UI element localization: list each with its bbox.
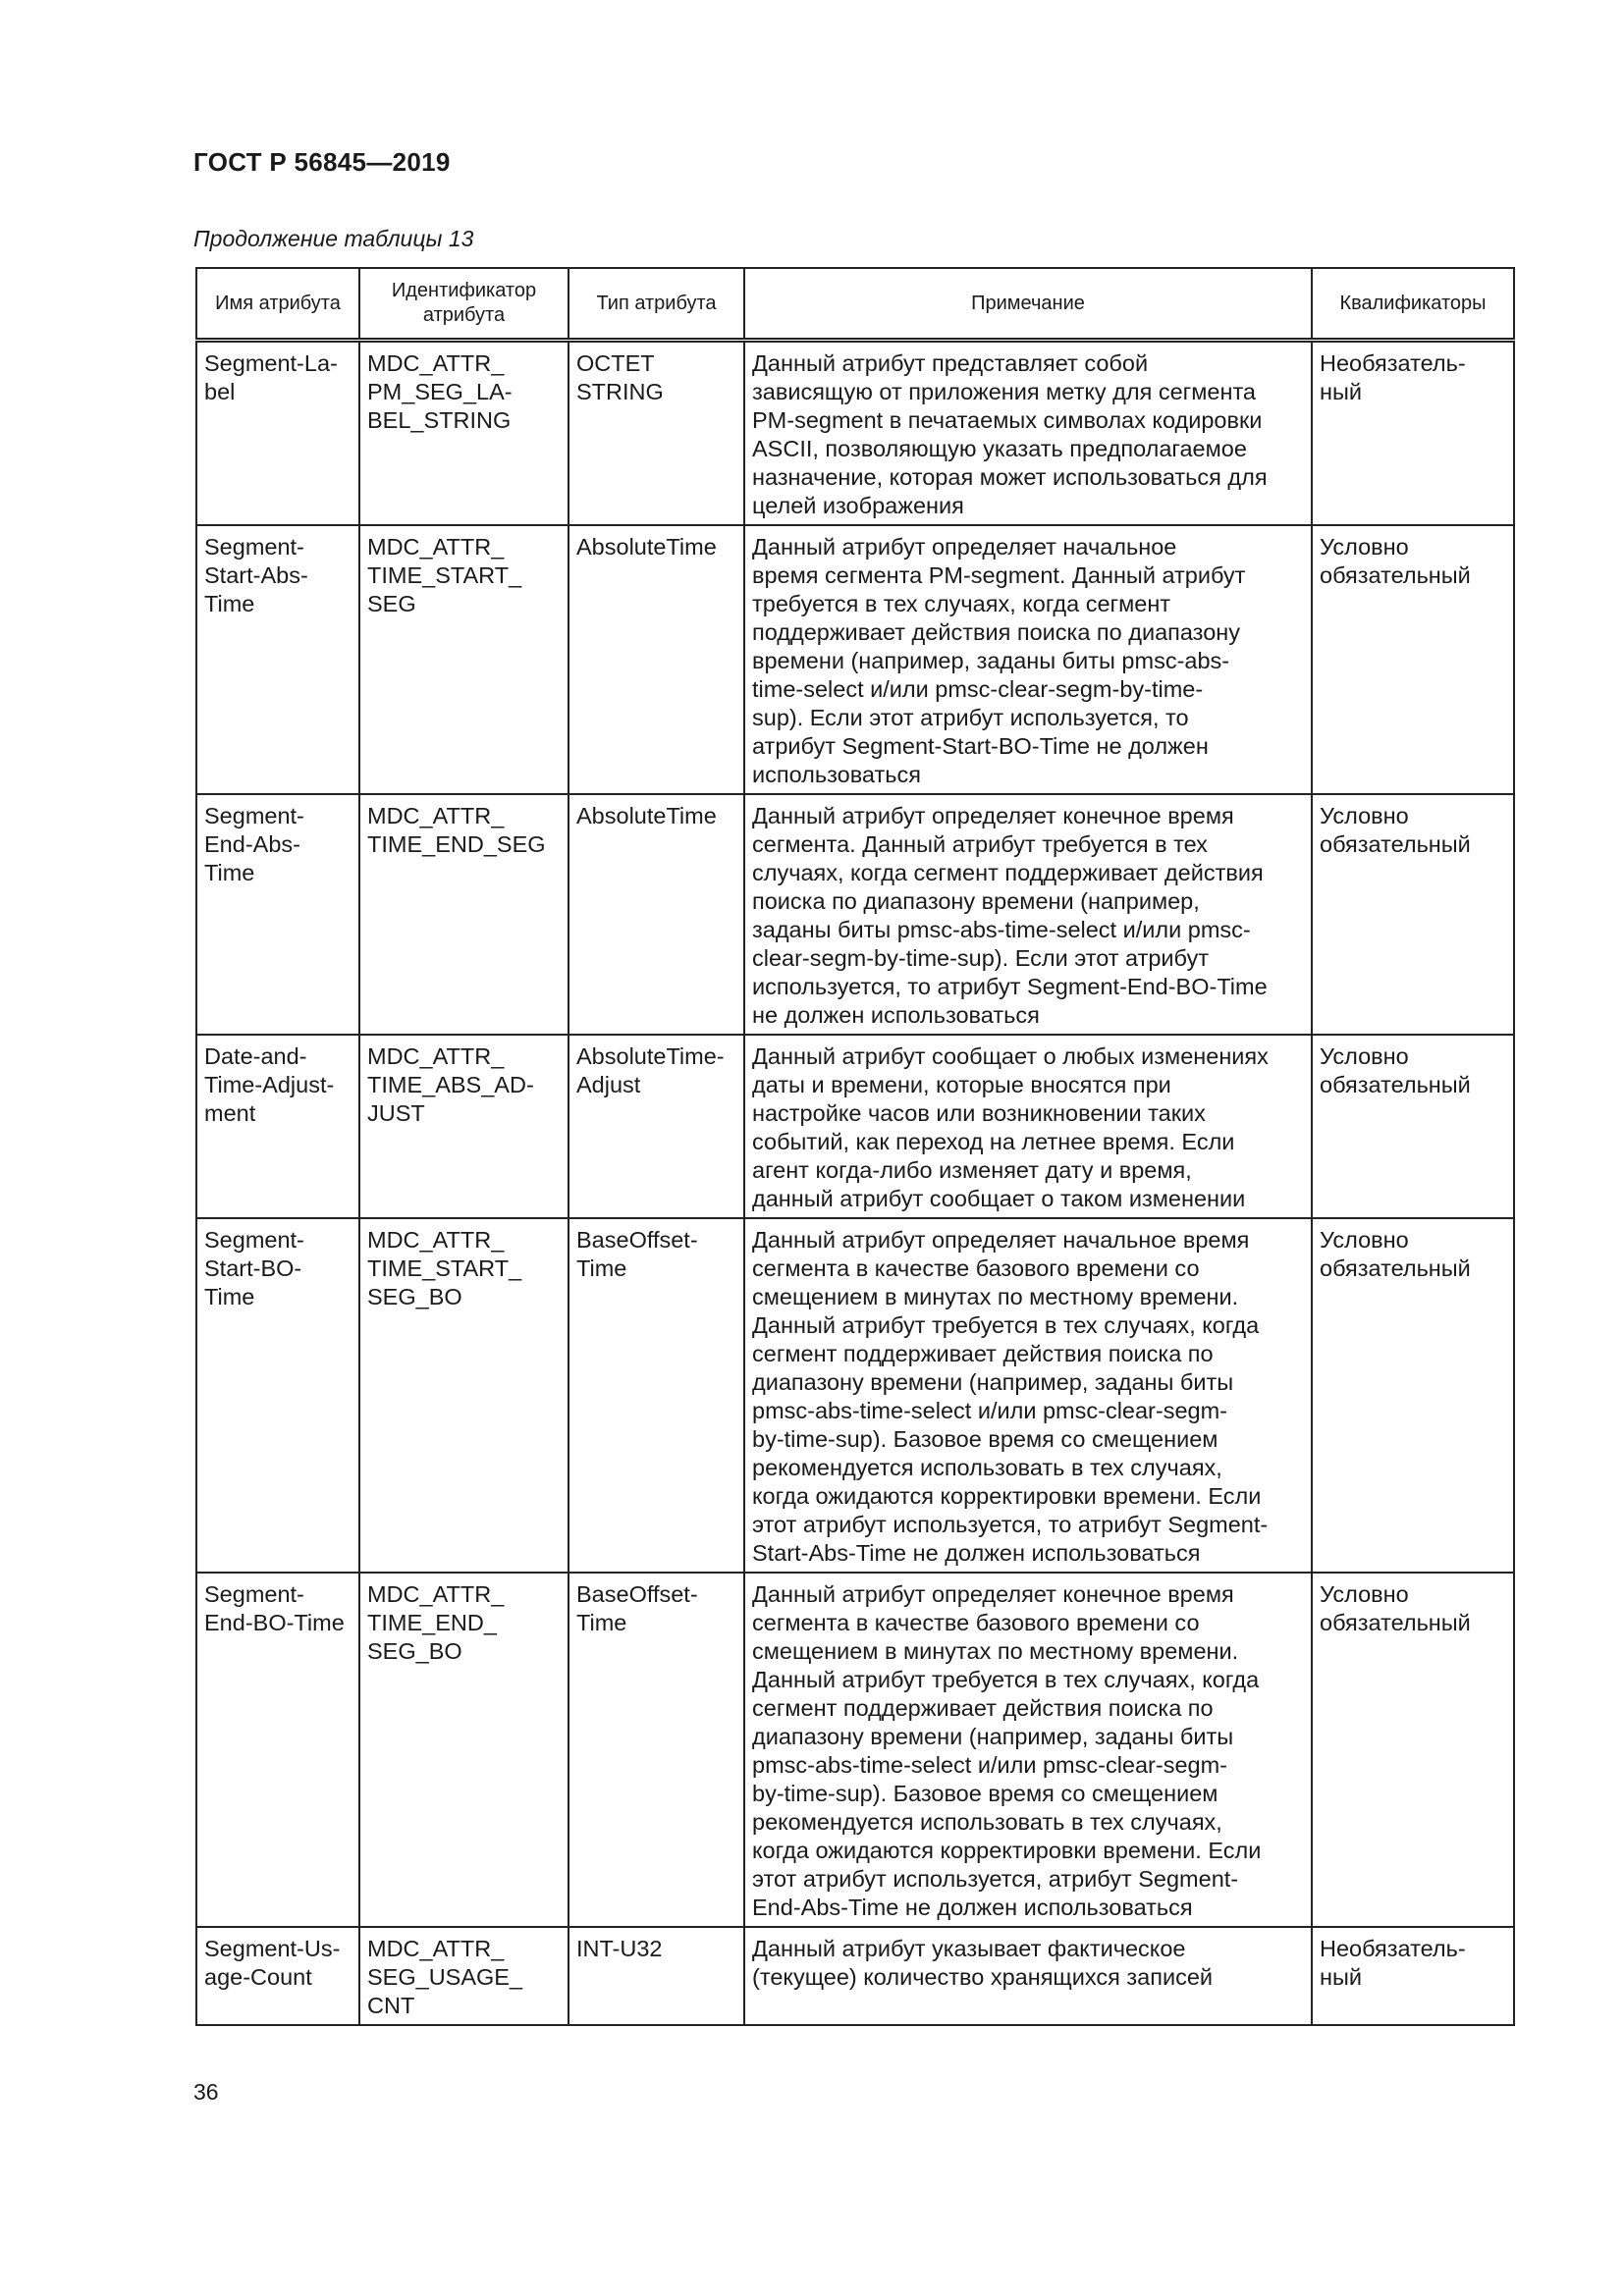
cell-note: Данный атрибут представляет собой зависящую от приложения метку для сегмента PM-segment в печатаемых символах кодировки ASCII, позволяющую указать предполагаемое назначение, которая может использоваться для целей изображения — [744, 341, 1312, 526]
cell-qualifier: Необязатель- ный — [1312, 341, 1514, 526]
cell-attribute-type: OCTET STRING — [568, 341, 744, 526]
cell-attribute-id: MDC_ATTR_ TIME_START_ SEG — [359, 525, 568, 794]
cell-attribute-type: BaseOffset- Time — [568, 1573, 744, 1927]
cell-attribute-name: Date-and- Time-Adjust- ment — [196, 1035, 359, 1218]
cell-qualifier: Условно обязательный — [1312, 1573, 1514, 1927]
cell-attribute-name: Segment-La- bel — [196, 341, 359, 526]
table-row — [196, 794, 1514, 1035]
table-row — [196, 341, 1514, 526]
table-row — [196, 1035, 1514, 1218]
cell-qualifier: Условно обязательный — [1312, 794, 1514, 1035]
cell-attribute-name: Segment-Us- age-Count — [196, 1927, 359, 2025]
cell-qualifier: Условно обязательный — [1312, 525, 1514, 794]
column-header-type: Тип атрибута — [568, 268, 744, 341]
cell-note: Данный атрибут определяет конечное время сегмента. Данный атрибут требуется в тех случаях, когда сегмент поддерживает действия поиска по диапазону времени (например, заданы биты pmsc-abs-time-select и/или pmsc- clear-segm-by-time-sup). Если этот атрибут используется, то атрибут Segment-End-BO-Time не должен использоваться — [744, 794, 1312, 1035]
table-row — [196, 1927, 1514, 2025]
column-header-qualifiers: Квалификаторы — [1312, 268, 1514, 341]
cell-attribute-type: AbsoluteTime — [568, 794, 744, 1035]
table-row — [196, 525, 1514, 794]
cell-note: Данный атрибут указывает фактическое (текущее) количество хранящихся записей — [744, 1927, 1312, 2025]
cell-attribute-id: MDC_ATTR_ TIME_END_ SEG_BO — [359, 1573, 568, 1927]
cell-qualifier: Необязатель- ный — [1312, 1927, 1514, 2025]
column-header-name: Имя атрибута — [196, 268, 359, 341]
cell-attribute-id: MDC_ATTR_ PM_SEG_LA- BEL_STRING — [359, 341, 568, 526]
table-row — [196, 1573, 1514, 1927]
cell-attribute-name: Segment- End-BO-Time — [196, 1573, 359, 1927]
column-header-identifier: Идентификатор атрибута — [359, 268, 568, 341]
attribute-table — [195, 267, 1515, 2026]
cell-note: Данный атрибут определяет начальное время сегмента PM-segment. Данный атрибут требуется в тех случаях, когда сегмент поддерживает действия поиска по диапазону времени (например, заданы биты pmsc-abs- time-select и/или pmsc-clear-segm-by-time- sup). Если этот атрибут используется, то атрибут Segment-Start-BO-Time не должен использоваться — [744, 525, 1312, 794]
cell-attribute-type: BaseOffset- Time — [568, 1218, 744, 1573]
table-caption: Продолжение таблицы 13 — [193, 226, 474, 251]
cell-attribute-name: Segment- Start-BO- Time — [196, 1218, 359, 1573]
cell-qualifier: Условно обязательный — [1312, 1218, 1514, 1573]
cell-attribute-id: MDC_ATTR_ TIME_END_SEG — [359, 794, 568, 1035]
cell-attribute-name: Segment- Start-Abs- Time — [196, 525, 359, 794]
cell-attribute-id: MDC_ATTR_ SEG_USAGE_ CNT — [359, 1927, 568, 2025]
cell-attribute-name: Segment- End-Abs- Time — [196, 794, 359, 1035]
cell-attribute-type: AbsoluteTime — [568, 525, 744, 794]
cell-attribute-type: AbsoluteTime- Adjust — [568, 1035, 744, 1218]
table-header-row — [196, 268, 1514, 341]
column-header-note: Примечание — [744, 268, 1312, 341]
page-number: 36 — [193, 2079, 219, 2105]
cell-note: Данный атрибут определяет конечное время сегмента в качестве базового времени со смещением в минутах по местному времени. Данный атрибут требуется в тех случаях, когда сегмент поддерживает действия поиска по диапазону времени (например, заданы биты pmsc-abs-time-select и/или pmsc-clear-segm- by-time-sup). Базовое время со смещением рекомендуется использовать в тех случаях, когда ожидаются корректировки времени. Если этот атрибут используется, атрибут Segment- End-Abs-Time не должен использоваться — [744, 1573, 1312, 1927]
table-row — [196, 1218, 1514, 1573]
cell-note: Данный атрибут определяет начальное время сегмента в качестве базового времени со смещением в минутах по местному времени. Данный атрибут требуется в тех случаях, когда сегмент поддерживает действия поиска по диапазону времени (например, заданы биты pmsc-abs-time-select и/или pmsc-clear-segm- by-time-sup). Базовое время со смещением рекомендуется использовать в тех случаях, когда ожидаются корректировки времени. Если этот атрибут используется, то атрибут Segment- Start-Abs-Time не должен использоваться — [744, 1218, 1312, 1573]
cell-attribute-type: INT-U32 — [568, 1927, 744, 2025]
cell-attribute-id: MDC_ATTR_ TIME_ABS_AD- JUST — [359, 1035, 568, 1218]
document-standard-id: ГОСТ Р 56845—2019 — [193, 147, 451, 177]
cell-attribute-id: MDC_ATTR_ TIME_START_ SEG_BO — [359, 1218, 568, 1573]
cell-qualifier: Условно обязательный — [1312, 1035, 1514, 1218]
cell-note: Данный атрибут сообщает о любых изменениях даты и времени, которые вносятся при настройке часов или возникновении таких событий, как переход на летнее время. Если агент когда-либо изменяет дату и время, данный атрибут сообщает о таком изменении — [744, 1035, 1312, 1218]
